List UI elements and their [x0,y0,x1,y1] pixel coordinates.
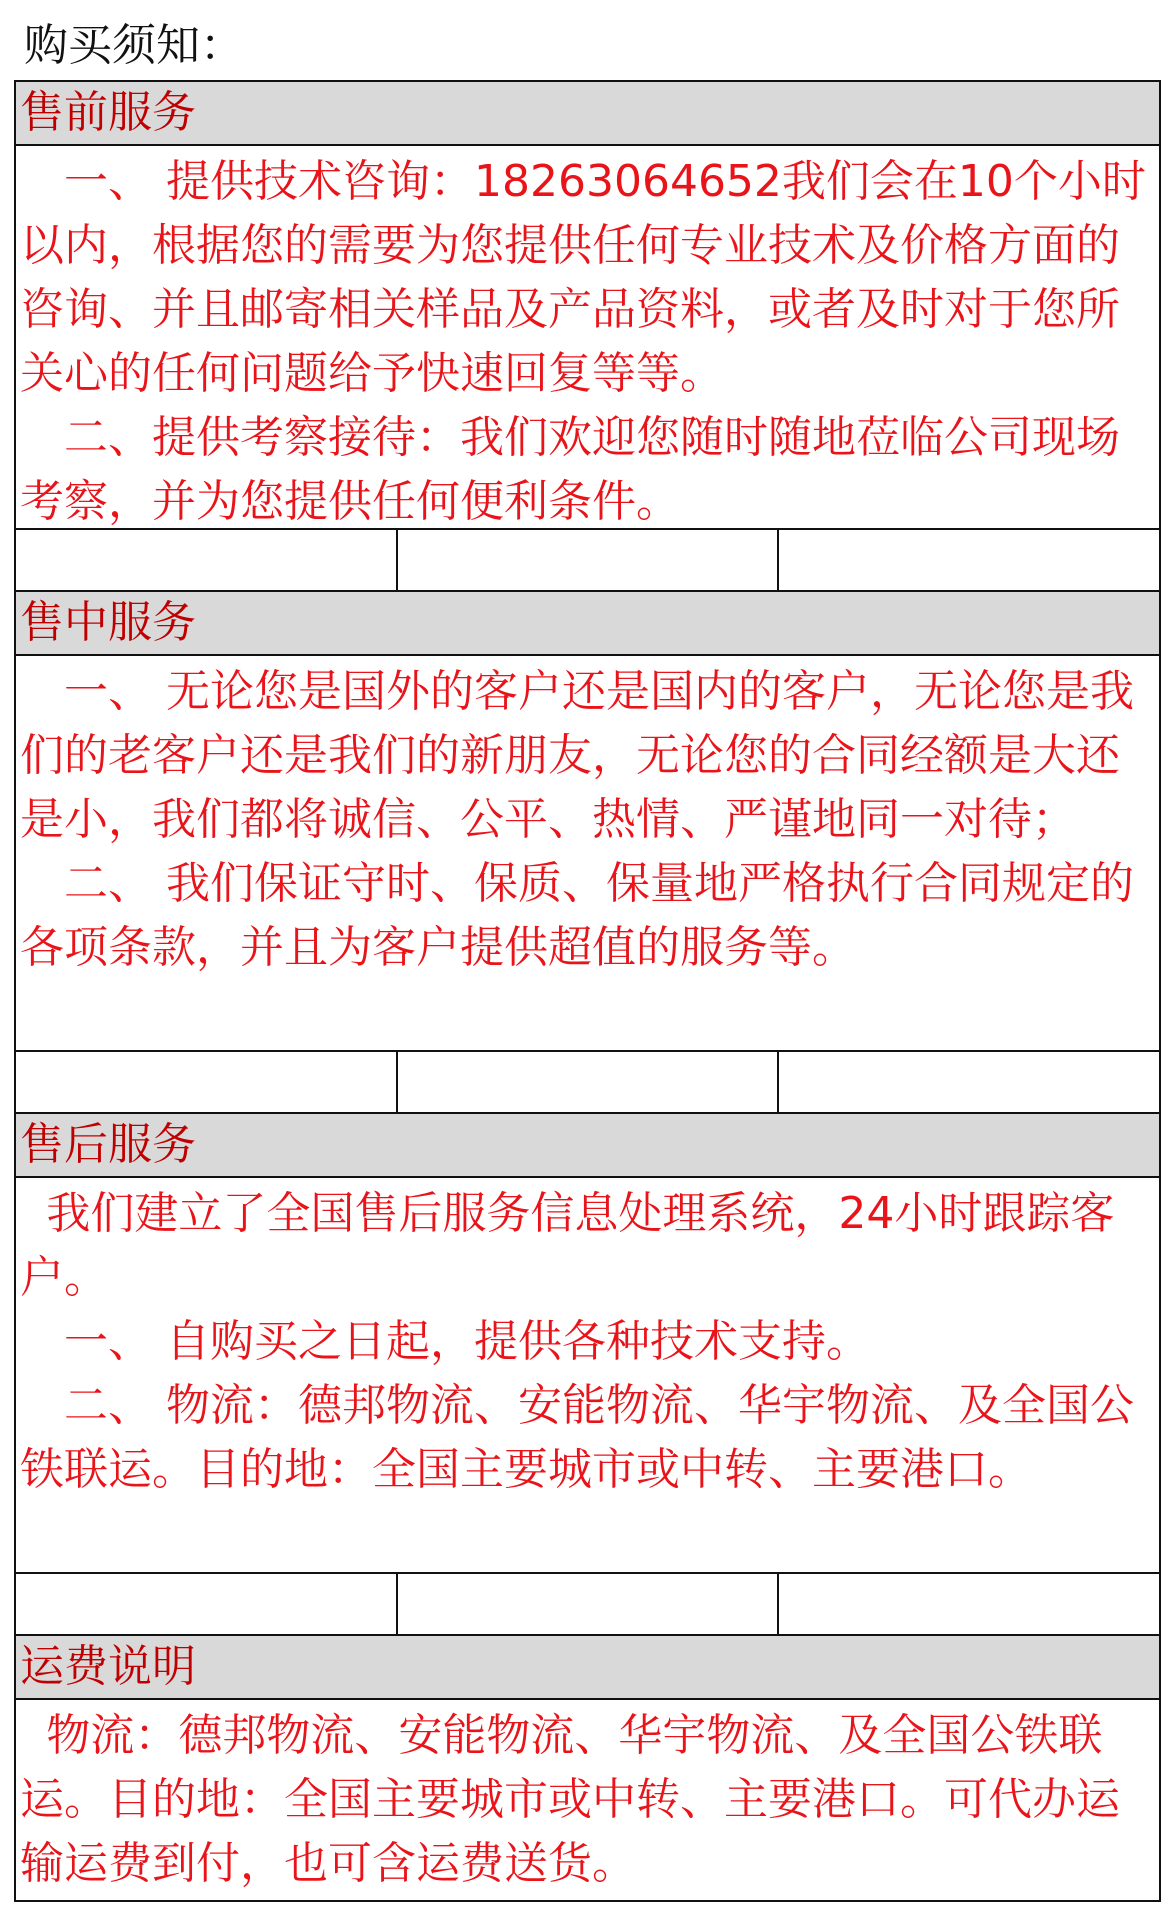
empty-cell [398,1052,780,1112]
empty-cell [779,1574,1159,1634]
paragraph: 二、 物流：德邦物流、安能物流、华宇物流、及全国公铁联运。目的地：全国主要城市或中转、主要港口。 [20,1380,1134,1495]
paragraph: 二、 我们保证守时、保质、保量地严格执行合同规定的各项条款，并且为客户提供超值的服务等。 [20,858,1134,973]
empty-cell [398,530,780,590]
section-header-shipping: 运费说明 [16,1636,1159,1700]
paragraph: 物流：德邦物流、安能物流、华宇物流、及全国公铁联运。目的地：全国主要城市或中转、主要港口。可代办运输运费到付，也可含运费送货。 [20,1710,1120,1889]
section-body-in-sale [16,656,1159,1052]
empty-cell [16,1574,398,1634]
empty-row [16,1052,1159,1114]
section-body-pre-sale [16,146,1159,530]
section-header-pre-sale: 售前服务 [16,82,1159,146]
paragraph: 我们建立了全国售后服务信息处理系统，24小时跟踪客户。 [20,1188,1115,1303]
section-body-after-sale [16,1178,1159,1574]
section-header-in-sale: 售中服务 [16,592,1159,656]
empty-row [16,1574,1159,1636]
empty-row [16,530,1159,592]
paragraph: 一、 自购买之日起，提供各种技术支持。 [64,1316,870,1367]
paragraph: 一、 无论您是国外的客户还是国内的客户，无论您是我们的老客户还是我们的新朋友，无论您的合同经额是大还是小，我们都将诚信、公平、热情、严谨地同一对待； [20,666,1134,845]
empty-cell [779,1052,1159,1112]
empty-cell [16,530,398,590]
empty-cell [398,1574,780,1634]
section-header-after-sale: 售后服务 [16,1114,1159,1178]
section-body-shipping [16,1700,1159,1900]
purchase-notice-table [14,80,1161,1902]
empty-cell [16,1052,398,1112]
paragraph: 一、 提供技术咨询：18263064652我们会在10个小时以内，根据您的需要为您提供任何专业技术及价格方面的咨询、并且邮寄相关样品及产品资料，或者及时对于您所关心的任何问题给予快速回复等等。 [20,156,1146,399]
page-title: 购买须知： [24,20,244,71]
empty-cell [779,530,1159,590]
paragraph: 二、提供考察接待：我们欢迎您随时随地莅临公司现场考察，并为您提供任何便利条件。 [20,412,1120,527]
